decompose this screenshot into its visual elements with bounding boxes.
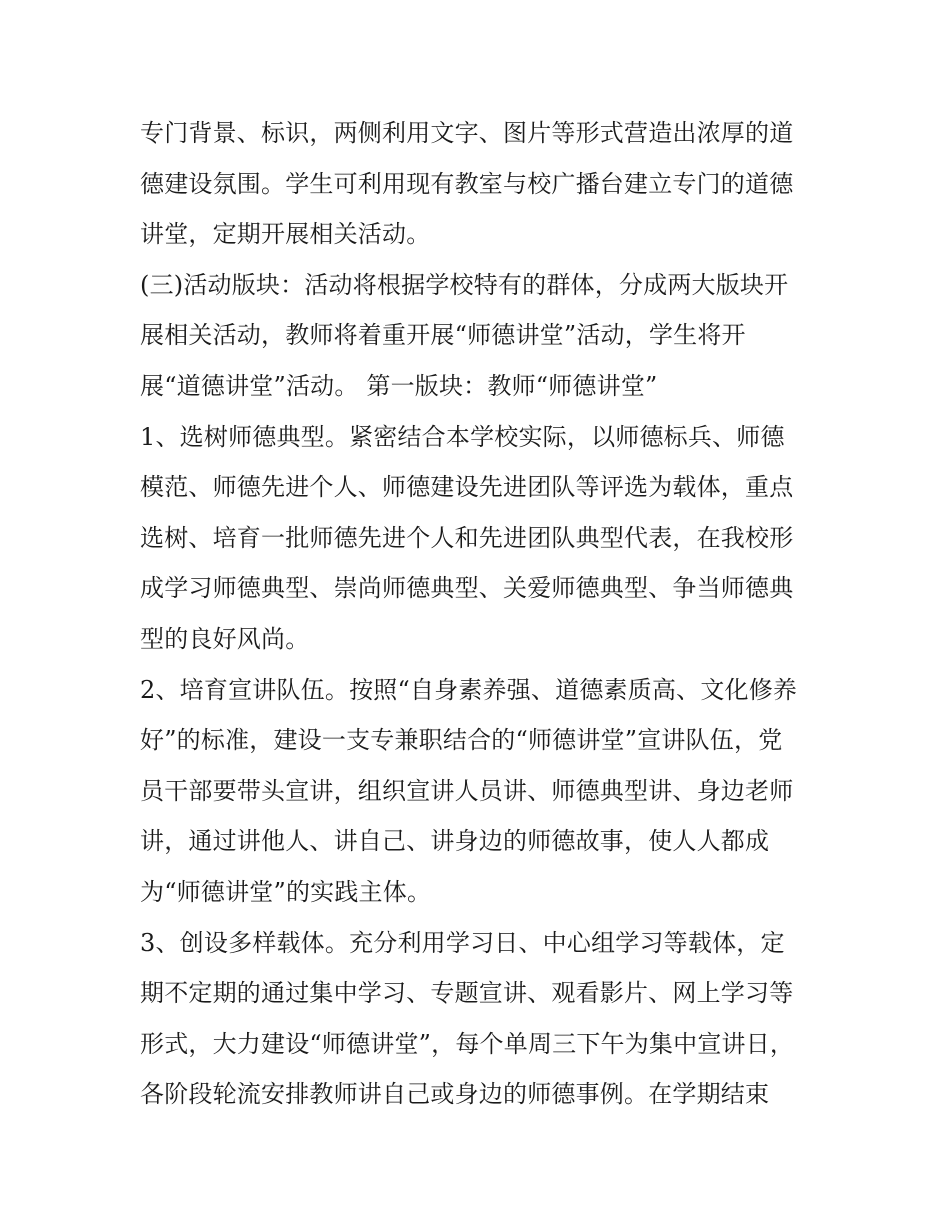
text-line: 展相关活动，教师将着重开展“师德讲堂”活动，学生将开 (140, 321, 746, 350)
text-line: 期不定期的通过集中学习、专题宣讲、观看影片、网上学习等 (140, 979, 794, 1008)
text-line: 选树、培育一批师德先进个人和先进团队典型代表，在我校形 (140, 523, 794, 552)
text-line: 员干部要带头宣讲，组织宣讲人员讲、师德典型讲、身边老师 (140, 776, 794, 805)
text-line: 讲堂，定期开展相关活动。 (140, 220, 431, 249)
text-line: 为“师德讲堂”的实践主体。 (140, 877, 432, 906)
text-line: 展“道德讲堂”活动。 第一版块：教师“师德讲堂” (140, 371, 658, 400)
text-line: 各阶段轮流安排教师讲自己或身边的师德事例。在学期结束 (140, 1080, 770, 1109)
text-line: 德建设氛围。学生可利用现有教室与校广播台建立专门的道德 (140, 169, 794, 198)
text-line: 形式，大力建设“师德讲堂”，每个单周三下午为集中宣讲日， (140, 1029, 795, 1058)
text-line: (三)活动版块：活动将根据学校特有的群体，分成两大版块开 (140, 270, 789, 299)
text-line: 讲，通过讲他人、讲自己、讲身边的师德故事，使人人都成 (140, 827, 770, 856)
text-line: 专门背景、标识，两侧利用文字、图片等形式营造出浓厚的道 (140, 119, 794, 147)
text-line: 3、创设多样载体。充分利用学习日、中心组学习等载体，定 (140, 928, 785, 957)
text-line: 2、培育宣讲队伍。按照“自身素养强、道德素质高、文化修养 (140, 675, 798, 704)
document-body (140, 108, 820, 1120)
text-line: 型的良好风尚。 (140, 624, 310, 653)
text-line: 模范、师德先进个人、师德建设先进团队等评选为载体，重点 (140, 473, 794, 502)
text-line: 1、选树师德典型。紧密结合本学校实际，以师德标兵、师德 (140, 422, 785, 451)
text-line: 成学习师德典型、崇尚师德典型、关爱师德典型、争当师德典 (140, 574, 794, 603)
text-line: 好”的标准，建设一支专兼职结合的“师德讲堂”宣讲队伍，党 (140, 726, 783, 755)
